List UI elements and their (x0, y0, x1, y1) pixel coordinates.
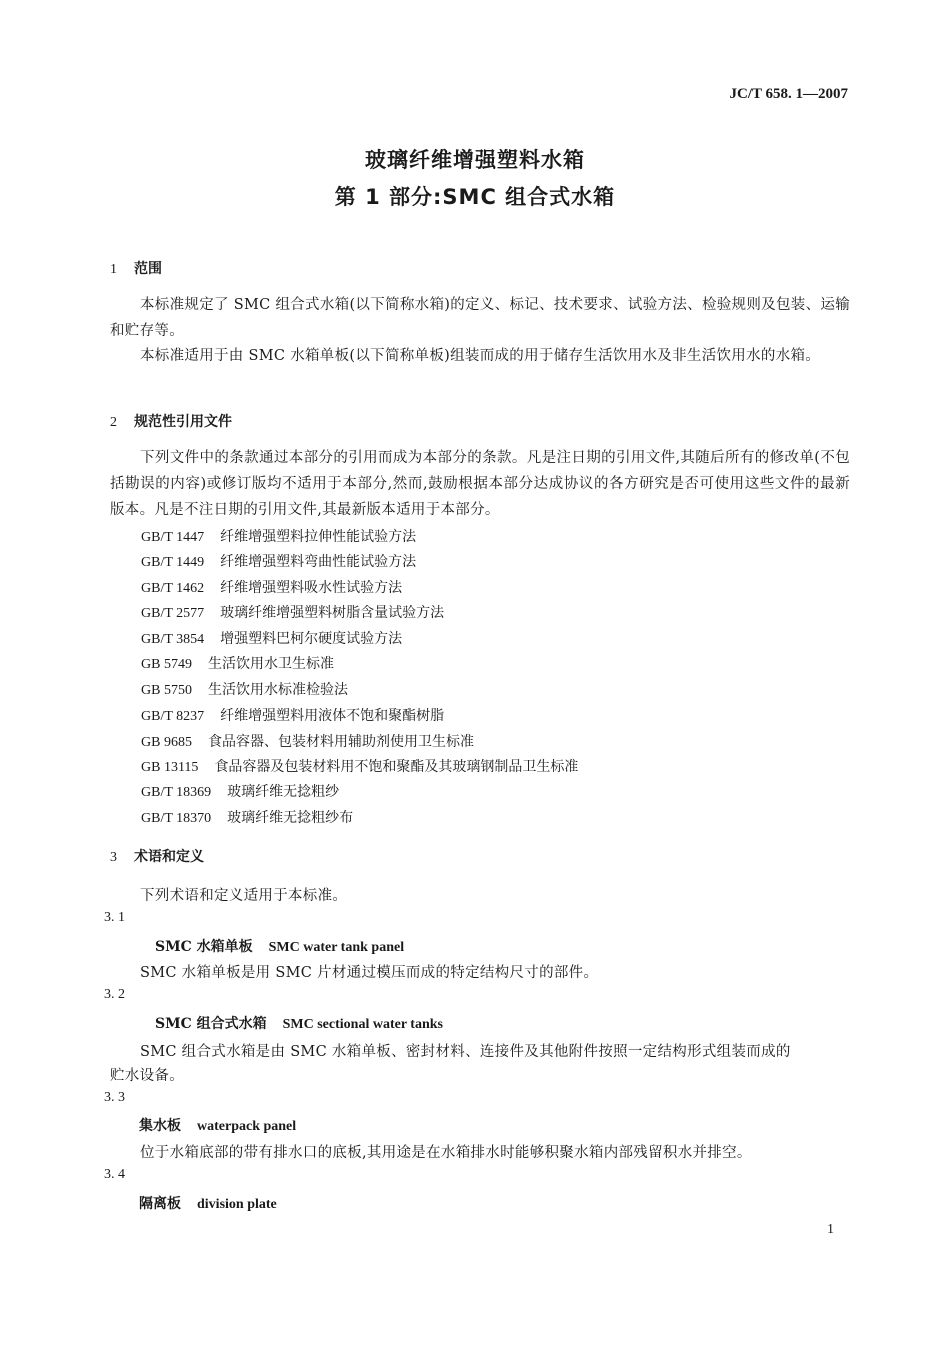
reference-item: GB/T 1449 纤维增强塑料弯曲性能试验方法 (141, 554, 417, 570)
document-title: 玻璃纤维增强塑料水箱 (365, 148, 585, 172)
term-number: 3. 4 (104, 1167, 125, 1182)
reference-item: GB 5750 生活饮用水标准检验法 (141, 682, 348, 698)
standard-number: JC/T 658. 1—2007 (729, 86, 848, 102)
term-title: 隔离板 division plate (139, 1196, 277, 1212)
term-definition: 位于水箱底部的带有排水口的底板,其用途是在水箱排水时能够积聚水箱内部残留积水并排空。 (140, 1145, 752, 1161)
section-2-paragraph: 下列文件中的条款通过本部分的引用而成为本部分的条款。凡是注日期的引用文件,其随后所有的修改单(不包括勘误的内容)或修订版均不适用于本部分,然而,鼓励根据本部分达成协议的各方研究是否可使用这些文件的最新版本。凡是不注日期的引用文件,其最新版本适用于本部分。 (110, 450, 850, 518)
reference-item: GB/T 18369 玻璃纤维无捻粗纱 (141, 784, 340, 800)
reference-item: GB 13115 食品容器及包装材料用不饱和聚酯及其玻璃钢制品卫生标准 (141, 759, 579, 775)
reference-item: GB/T 1447 纤维增强塑料拉伸性能试验方法 (141, 529, 417, 545)
section-2-heading: 2 规范性引用文件 (110, 414, 232, 430)
term-definition: SMC 组合式水箱是由 SMC 水箱单板、密封材料、连接件及其他附件按照一定结构形式组装而成的 (140, 1044, 791, 1060)
reference-item: GB/T 3854 增强塑料巴柯尔硬度试验方法 (141, 631, 403, 647)
term-title: SMC 组合式水箱 SMC sectional water tanks (155, 1016, 443, 1032)
reference-item: GB/T 8237 纤维增强塑料用液体不饱和聚酯树脂 (141, 708, 445, 724)
term-definition-continued: 贮水设备。 (110, 1068, 184, 1084)
term-number: 3. 3 (104, 1090, 125, 1105)
page-number: 1 (827, 1222, 834, 1237)
term-title: SMC 水箱单板 SMC water tank panel (155, 939, 405, 955)
reference-item: GB/T 18370 玻璃纤维无捻粗纱布 (141, 810, 354, 826)
document-subtitle: 第 1 部分:SMC 组合式水箱 (334, 185, 616, 209)
term-number: 3. 1 (104, 910, 125, 925)
term-title: 集水板 waterpack panel (139, 1118, 297, 1134)
section-1-heading: 1 范围 (110, 261, 162, 277)
section-3-heading: 3 术语和定义 (110, 849, 204, 865)
section-1-paragraph-1: 本标准规定了 SMC 组合式水箱(以下简称水箱)的定义、标记、技术要求、试验方法、检验规则及包装、运输和贮存等。 (110, 297, 850, 339)
section-3-intro: 下列术语和定义适用于本标准。 (140, 888, 348, 904)
term-number: 3. 2 (104, 987, 125, 1002)
reference-item: GB/T 2577 玻璃纤维增强塑料树脂含量试验方法 (141, 605, 445, 621)
reference-item: GB 5749 生活饮用水卫生标准 (141, 656, 334, 672)
term-definition: SMC 水箱单板是用 SMC 片材通过模压而成的特定结构尺寸的部件。 (140, 965, 599, 981)
reference-item: GB 9685 食品容器、包装材料用辅助剂使用卫生标准 (141, 734, 474, 750)
reference-item: GB/T 1462 纤维增强塑料吸水性试验方法 (141, 580, 403, 596)
section-1-paragraph-2: 本标准适用于由 SMC 水箱单板(以下简称单板)组装而成的用于储存生活饮用水及非生活饮用水的水箱。 (140, 348, 821, 364)
